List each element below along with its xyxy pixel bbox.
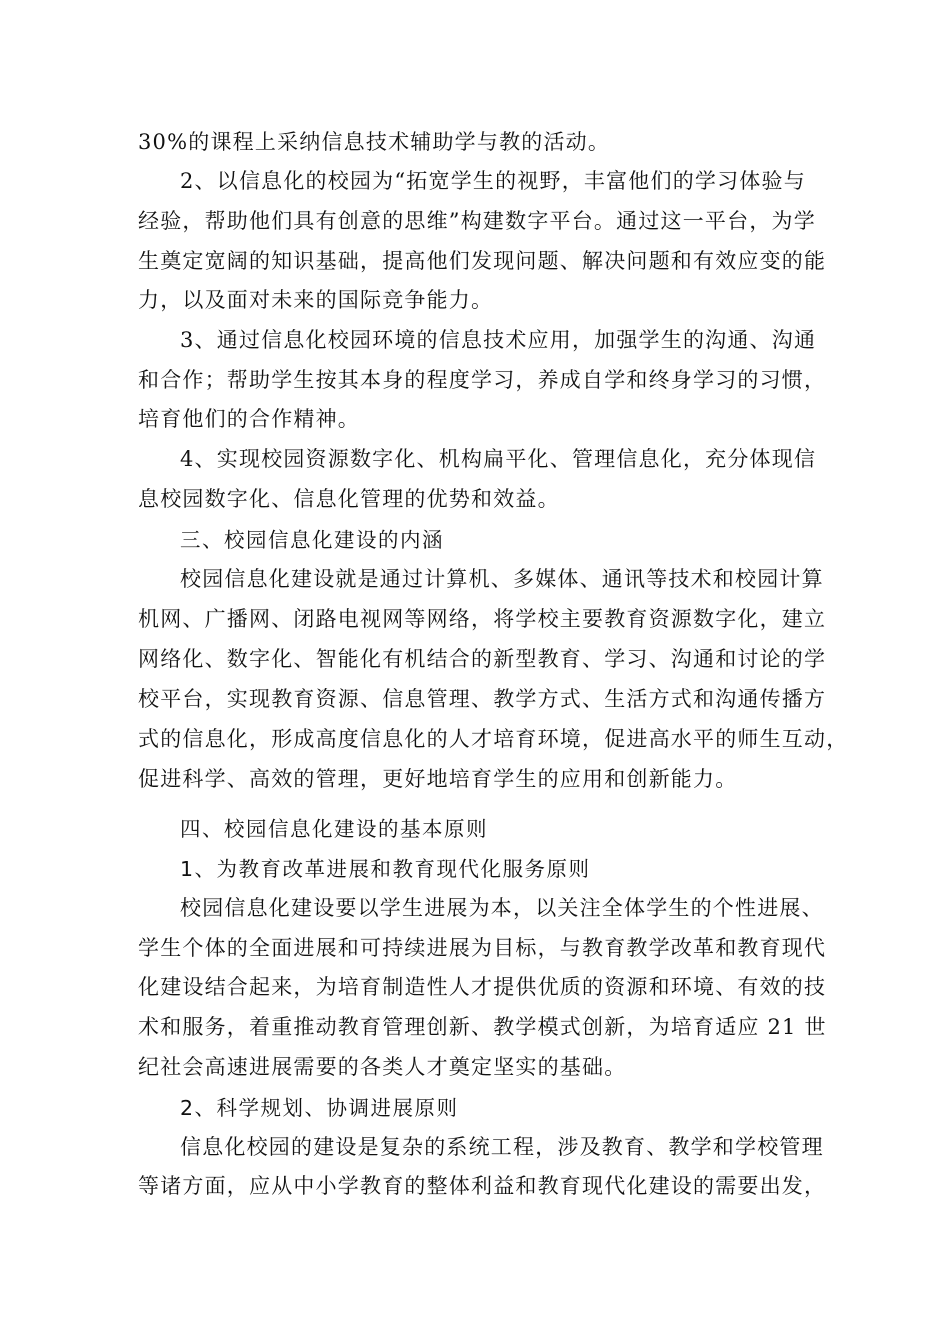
body-line: 信息化校园的建设是复杂的系统工程，涉及教育、教学和学校管理	[180, 1135, 824, 1159]
body-line: 化建设结合起来，为培育制造性人才提供优质的资源和环境、有效的技	[138, 975, 827, 999]
body-line: 校园信息化建设就是通过计算机、多媒体、通讯等技术和校园计算	[180, 567, 824, 591]
body-line: 术和服务，着重推动教育管理创新、教学模式创新，为培育适应 21 世	[138, 1015, 827, 1039]
subsection-heading: 1、为教育改革进展和教育现代化服务原则	[180, 857, 591, 881]
body-line: 学生个体的全面进展和可持续进展为目标，与教育教学改革和教育现代	[138, 936, 827, 960]
body-line: 经验，帮助他们具有创意的思维”构建数字平台。通过这一平台，为学	[138, 209, 816, 233]
subsection-heading: 2、科学规划、协调进展原则	[180, 1096, 459, 1120]
body-line: 生奠定宽阔的知识基础，提高他们发现问题、解决问题和有效应变的能	[138, 249, 827, 273]
body-line: 力，以及面对未来的国际竞争能力。	[138, 288, 494, 312]
body-line: 培育他们的合作精神。	[138, 407, 360, 431]
body-line: 息校园数字化、信息化管理的优势和效益。	[138, 487, 560, 511]
body-line: 促进科学、高效的管理，更好地培育学生的应用和创新能力。	[138, 767, 738, 791]
body-line: 3、通过信息化校园环境的信息技术应用，加强学生的沟通、沟通	[180, 328, 817, 352]
body-line: 校园信息化建设要以学生进展为本，以关注全体学生的个性进展、	[180, 896, 824, 920]
body-line: 式的信息化，形成高度信息化的人才培育环境，促进高水平的师生互动，	[138, 727, 849, 751]
body-line: 纪社会高速进展需要的各类人才奠定坚实的基础。	[138, 1055, 627, 1079]
body-line: 等诸方面，应从中小学教育的整体利益和教育现代化建设的需要出发，	[138, 1174, 827, 1198]
body-line: 30%的课程上采纳信息技术辅助学与教的活动。	[138, 130, 611, 154]
body-line: 和合作；帮助学生按其本身的程度学习，养成自学和终身学习的习惯，	[138, 368, 827, 392]
body-line: 机网、广播网、闭路电视网等网络，将学校主要教育资源数字化，建立	[138, 607, 827, 631]
body-line: 2、以信息化的校园为“拓宽学生的视野，丰富他们的学习体验与	[180, 169, 806, 193]
section-heading: 四、校园信息化建设的基本原则	[180, 817, 488, 841]
section-heading: 三、校园信息化建设的内涵	[180, 528, 444, 552]
body-line: 网络化、数字化、智能化有机结合的新型教育、学习、沟通和讨论的学	[138, 647, 827, 671]
body-line: 校平台，实现教育资源、信息管理、教学方式、生活方式和沟通传播方	[138, 687, 827, 711]
body-line: 4、实现校园资源数字化、机构扁平化、管理信息化，充分体现信	[180, 447, 817, 471]
